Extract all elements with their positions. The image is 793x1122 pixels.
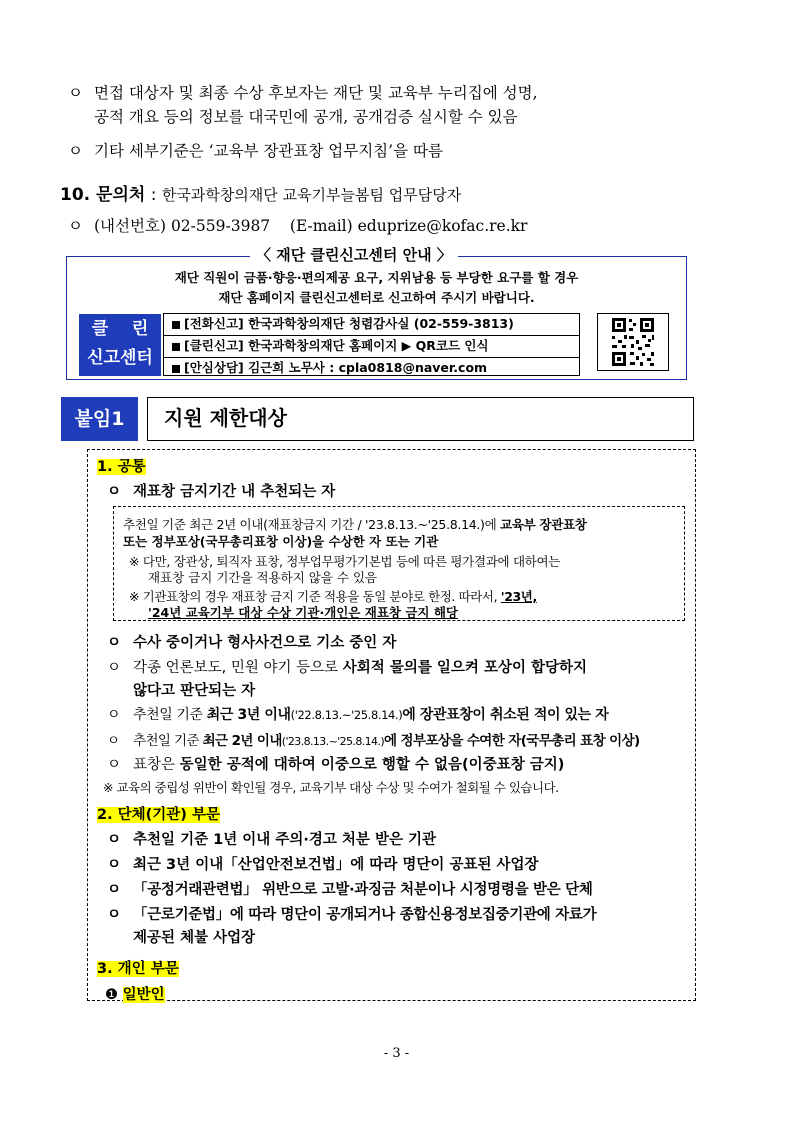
re-award-detail-box: 추천일 기준 최근 2년 이내(재표창금지 기간 / '23.8.13.~'25.8.14.)에 교육부 장관표창 또는 정부포상(국무총리표창 이상)을 수상한 자 또는 기관 ※ 다만, 장관상, 퇴직자 표창, 정부업무평가기본법 등에 따른 평가결과에 대하여는 재표창 금지 기간을 적용하지 않을 수 있음 ※ 기관표창의 경우 재표창 금지 기준 적용을 동일 분야로 한정. 따라서, '23년, '24년 교육기부 대상 수상 기관·개인은 재표창 금지 해당 (113, 506, 685, 621)
section-2-heading: 2. 단체(기관) 부문 (97, 807, 220, 823)
section-2-item-2: ㅇ 최근 3년 이내「산업안전보건법」에 따라 명단이 공표된 사업장 (107, 857, 539, 873)
inquiry-contact: ㅇ (내선번호) 02-559-3987 (E-mail) eduprize@kofac.re.kr (68, 217, 528, 235)
circle-bullet: ㅇ (68, 84, 83, 102)
clean-center-contacts (163, 313, 580, 376)
contact-counsel: [안심상담] 김근희 노무사 : cpla0818@naver.com (164, 358, 579, 379)
attachment-label: 붙임1 (61, 397, 138, 441)
section-2-item-1: ㅇ 추천일 기준 1년 이내 주의·경고 처분 받은 기관 (107, 832, 437, 848)
contact-clean-report: [클린신고] 한국과학창의재단 홈페이지 ▶ QR코드 인식 (164, 336, 579, 358)
number-1-icon: ❶ (105, 987, 118, 1003)
section-1-item-3: ㅇ 각종 언론보도, 민원 야기 등으로 사회적 물의를 일으켜 포상이 합당하지 (107, 660, 588, 676)
section-1-item-5: ㅇ 추천일 기준 최근 2년 이내('23.8.13.~'25.8.14.)에 정부포상을 수여한 자(국무총리 표창 이상) (107, 733, 640, 749)
intro-bullet-1-cont: 공적 개요 등의 정보를 대국민에 공개, 공개검증 실시할 수 있음 (94, 108, 518, 126)
qr-code-icon[interactable] (597, 313, 669, 371)
intro-bullet-1: ㅇ 면접 대상자 및 최종 수상 후보자는 재단 및 교육부 누리집에 성명, (68, 80, 538, 106)
square-bullet-icon (172, 365, 180, 373)
section-1-note: ※ 교육의 중립성 위반이 확인될 경우, 교육기부 대상 수상 및 수여가 철회될 수 있습니다. (103, 780, 559, 795)
circle-bullet: ㅇ (68, 142, 83, 160)
section-3-sub-1: ❶ 일반인 (105, 987, 165, 1003)
clean-center-badge: 클 린 신고센터 (79, 314, 161, 376)
section-1-heading: 1. 공통 (97, 459, 146, 475)
section-1-item-4: ㅇ 추천일 기준 최근 3년 이내('22.8.13.~'25.8.14.)에 장관표창이 취소된 적이 있는 자 (107, 707, 609, 723)
section-1-item-1: ㅇ 재표창 금지기간 내 추천되는 자 (107, 484, 336, 500)
phone-number: 02-559-3987 (170, 217, 271, 235)
clean-center-desc: 재단 직원이 금품·향응·편의제공 요구, 지위남용 등 부당한 요구를 할 경우 재단 홈페이지 클린신고센터로 신고하여 주시기 바랍니다. (174, 270, 579, 305)
section-1-item-2: ㅇ 수사 중이거나 형사사건으로 기소 중인 자 (107, 635, 397, 651)
page-number: - 3 - (383, 1046, 410, 1061)
square-bullet-icon (172, 343, 180, 351)
inquiry-heading: 10. 문의처 : 한국과학창의재단 교육기부늘봄팀 업무담당자 (60, 185, 462, 205)
attachment-title: 지원 제한대상 (147, 397, 694, 441)
section-2-item-3: ㅇ 「공정거래관련법」 위반으로 고발·과징금 처분이나 시정명령을 받은 단체 (107, 882, 593, 898)
section-2-item-4: ㅇ 「근로기준법」에 따라 명단이 공개되거나 종합신용정보집중기관에 자료가 (107, 907, 597, 923)
square-bullet-icon (172, 321, 180, 329)
section-1-item-6: ㅇ 표창은 동일한 공적에 대하여 이중으로 행할 수 없음(이중표창 금지) (107, 757, 565, 773)
email-link[interactable]: eduprize@kofac.re.kr (357, 217, 528, 235)
clean-center-title: 〈 재단 클린신고센터 안내 〉 (250, 244, 458, 265)
section-3-heading: 3. 개인 부문 (97, 961, 179, 977)
intro-bullet-2: ㅇ 기타 세부기준은 ‘교육부 장관표창 업무지침’을 따름 (68, 138, 443, 164)
contact-phone: [전화신고] 한국과학창의재단 청렴감사실 (02-559-3813) (164, 314, 579, 336)
